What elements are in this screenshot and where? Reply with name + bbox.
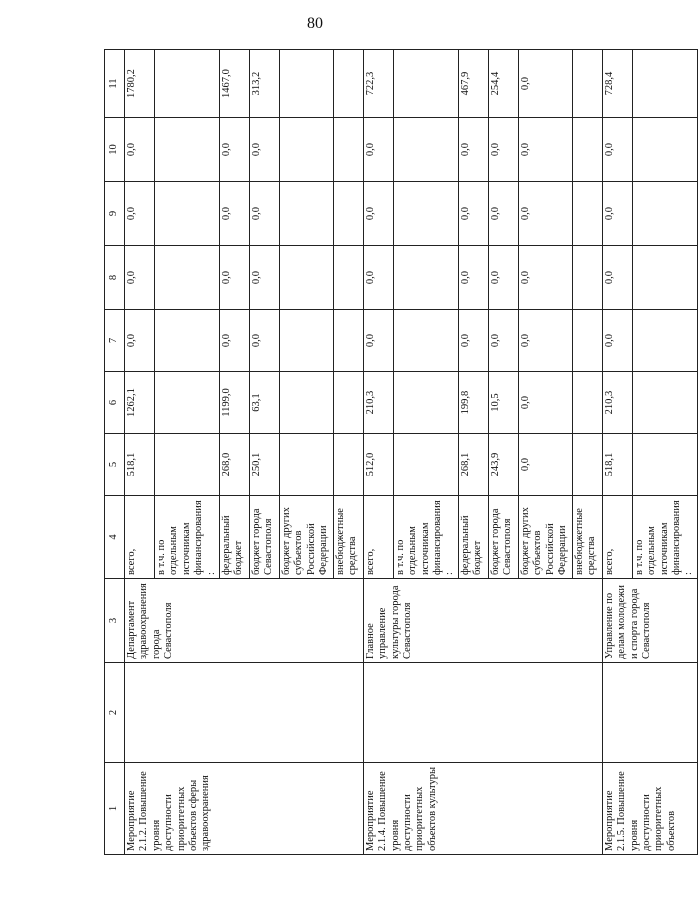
value-cell [279, 372, 333, 434]
value-cell: 254,4 [488, 50, 518, 118]
value-cell: 0,0 [518, 118, 572, 182]
column-2-cell [363, 663, 602, 763]
column-header: 7 [105, 310, 125, 372]
value-cell [155, 310, 220, 372]
funding-source-cell: бюджет города Севастополя [488, 496, 518, 579]
value-cell [632, 434, 697, 496]
funding-source-cell: федеральный бюджет [458, 496, 488, 579]
value-cell: 0,0 [488, 118, 518, 182]
value-cell: 0,0 [363, 118, 393, 182]
value-cell: 1199,0 [219, 372, 249, 434]
value-cell [393, 50, 458, 118]
value-cell: 0,0 [125, 310, 155, 372]
value-cell [333, 434, 363, 496]
value-cell: 0,0 [458, 118, 488, 182]
value-cell: 0,0 [488, 182, 518, 246]
value-cell: 1467,0 [219, 50, 249, 118]
value-cell [333, 50, 363, 118]
column-header: 8 [105, 246, 125, 310]
value-cell [393, 182, 458, 246]
value-cell [279, 310, 333, 372]
value-cell [632, 246, 697, 310]
value-cell [279, 118, 333, 182]
value-cell: 63,1 [249, 372, 279, 434]
value-cell: 0,0 [249, 118, 279, 182]
value-cell: 0,0 [249, 182, 279, 246]
value-cell: 722,3 [363, 50, 393, 118]
value-cell: 0,0 [518, 434, 572, 496]
table-row [125, 50, 155, 855]
funding-source-cell: всего, [363, 496, 393, 579]
value-cell [632, 50, 697, 118]
value-cell [333, 372, 363, 434]
value-cell: 0,0 [458, 246, 488, 310]
column-header: 9 [105, 182, 125, 246]
value-cell [279, 246, 333, 310]
value-cell: 0,0 [602, 118, 632, 182]
value-cell [155, 246, 220, 310]
value-cell: 0,0 [125, 182, 155, 246]
funding-source-cell: в т.ч. по отдельным источникам финансирования: [155, 496, 220, 579]
value-cell [333, 118, 363, 182]
value-cell: 0,0 [518, 246, 572, 310]
value-cell: 0,0 [219, 310, 249, 372]
column-header: 2 [105, 663, 125, 763]
value-cell: 0,0 [488, 310, 518, 372]
value-cell [155, 50, 220, 118]
value-cell [632, 118, 697, 182]
value-cell: 518,1 [125, 434, 155, 496]
value-cell [393, 246, 458, 310]
value-cell: 0,0 [363, 310, 393, 372]
column-header: 3 [105, 579, 125, 663]
value-cell: 0,0 [219, 246, 249, 310]
value-cell [393, 118, 458, 182]
value-cell: 0,0 [602, 310, 632, 372]
value-cell: 0,0 [518, 310, 572, 372]
value-cell [572, 118, 602, 182]
value-cell: 210,3 [363, 372, 393, 434]
value-cell: 313,2 [249, 50, 279, 118]
value-cell: 243,9 [488, 434, 518, 496]
funding-source-cell: всего, [125, 496, 155, 579]
page-number: 80 [307, 15, 323, 32]
funding-source-cell: федеральный бюджет [219, 496, 249, 579]
value-cell: 0,0 [125, 246, 155, 310]
funding-source-cell: бюджет города Севастополя [249, 496, 279, 579]
value-cell: 728,4 [602, 50, 632, 118]
executor-cell: Департамент здравоохранения города Севастополя [125, 579, 364, 663]
value-cell: 0,0 [363, 246, 393, 310]
event-title-cell: Мероприятие 2.1.4. Повышение уровня доступности приоритетных объектов культуры [363, 763, 602, 855]
table-row [602, 50, 632, 855]
value-cell [393, 372, 458, 434]
value-cell: 518,1 [602, 434, 632, 496]
value-cell: 0,0 [458, 182, 488, 246]
column-header: 11 [105, 50, 125, 118]
value-cell [279, 182, 333, 246]
funding-source-cell: бюджет других субъектов Российской Федерации [279, 496, 333, 579]
funding-source-cell: в т.ч. по отдельным источникам финансирования: [632, 496, 697, 579]
value-cell: 512,0 [363, 434, 393, 496]
value-cell: 0,0 [518, 372, 572, 434]
value-cell: 1262,1 [125, 372, 155, 434]
value-cell [572, 310, 602, 372]
value-cell: 0,0 [488, 246, 518, 310]
column-2-cell [125, 663, 364, 763]
value-cell: 0,0 [249, 246, 279, 310]
value-cell [632, 182, 697, 246]
value-cell [155, 118, 220, 182]
budget-table [104, 49, 698, 855]
value-cell [632, 310, 697, 372]
value-cell: 0,0 [125, 118, 155, 182]
value-cell [333, 310, 363, 372]
value-cell [333, 246, 363, 310]
column-2-cell [602, 663, 697, 763]
value-cell: 0,0 [458, 310, 488, 372]
column-header: 1 [105, 763, 125, 855]
value-cell: 0,0 [219, 118, 249, 182]
value-cell [572, 50, 602, 118]
table-row [363, 50, 393, 855]
executor-cell: Управление по делам молодежи и спорта города Севастополя [602, 579, 697, 663]
value-cell: 268,1 [458, 434, 488, 496]
value-cell: 199,8 [458, 372, 488, 434]
value-cell: 0,0 [363, 182, 393, 246]
event-title-cell: Мероприятие 2.1.5. Повышение уровня доступности приоритетных объектов [602, 763, 697, 855]
column-header: 4 [105, 496, 125, 579]
funding-source-cell: внебюджетные средства [572, 496, 602, 579]
funding-source-cell: внебюджетные средства [333, 496, 363, 579]
value-cell: 0,0 [602, 182, 632, 246]
column-header: 10 [105, 118, 125, 182]
value-cell: 0,0 [518, 182, 572, 246]
value-cell: 0,0 [249, 310, 279, 372]
value-cell [572, 372, 602, 434]
value-cell [155, 434, 220, 496]
value-cell: 0,0 [219, 182, 249, 246]
value-cell [155, 372, 220, 434]
value-cell: 10,5 [488, 372, 518, 434]
value-cell: 1780,2 [125, 50, 155, 118]
header-row [105, 50, 125, 855]
value-cell [155, 182, 220, 246]
value-cell [572, 182, 602, 246]
value-cell: 250,1 [249, 434, 279, 496]
rotated-table-container [104, 50, 695, 855]
column-header: 5 [105, 434, 125, 496]
value-cell [333, 182, 363, 246]
funding-source-cell: бюджет других субъектов Российской Федерации [518, 496, 572, 579]
value-cell [632, 372, 697, 434]
value-cell: 0,0 [602, 246, 632, 310]
value-cell [393, 434, 458, 496]
value-cell [279, 50, 333, 118]
executor-cell: Главное управление культуры города Севастополя [363, 579, 602, 663]
value-cell: 0,0 [518, 50, 572, 118]
value-cell [393, 310, 458, 372]
value-cell: 268,0 [219, 434, 249, 496]
value-cell: 467,9 [458, 50, 488, 118]
funding-source-cell: в т.ч. по отдельным источникам финансирования: [393, 496, 458, 579]
funding-source-cell: всего, [602, 496, 632, 579]
value-cell [572, 246, 602, 310]
event-title-cell: Мероприятие 2.1.2. Повышение уровня доступности приоритетных объектов сферы здравоохранения [125, 763, 364, 855]
value-cell [572, 434, 602, 496]
column-header: 6 [105, 372, 125, 434]
value-cell: 210,3 [602, 372, 632, 434]
value-cell [279, 434, 333, 496]
